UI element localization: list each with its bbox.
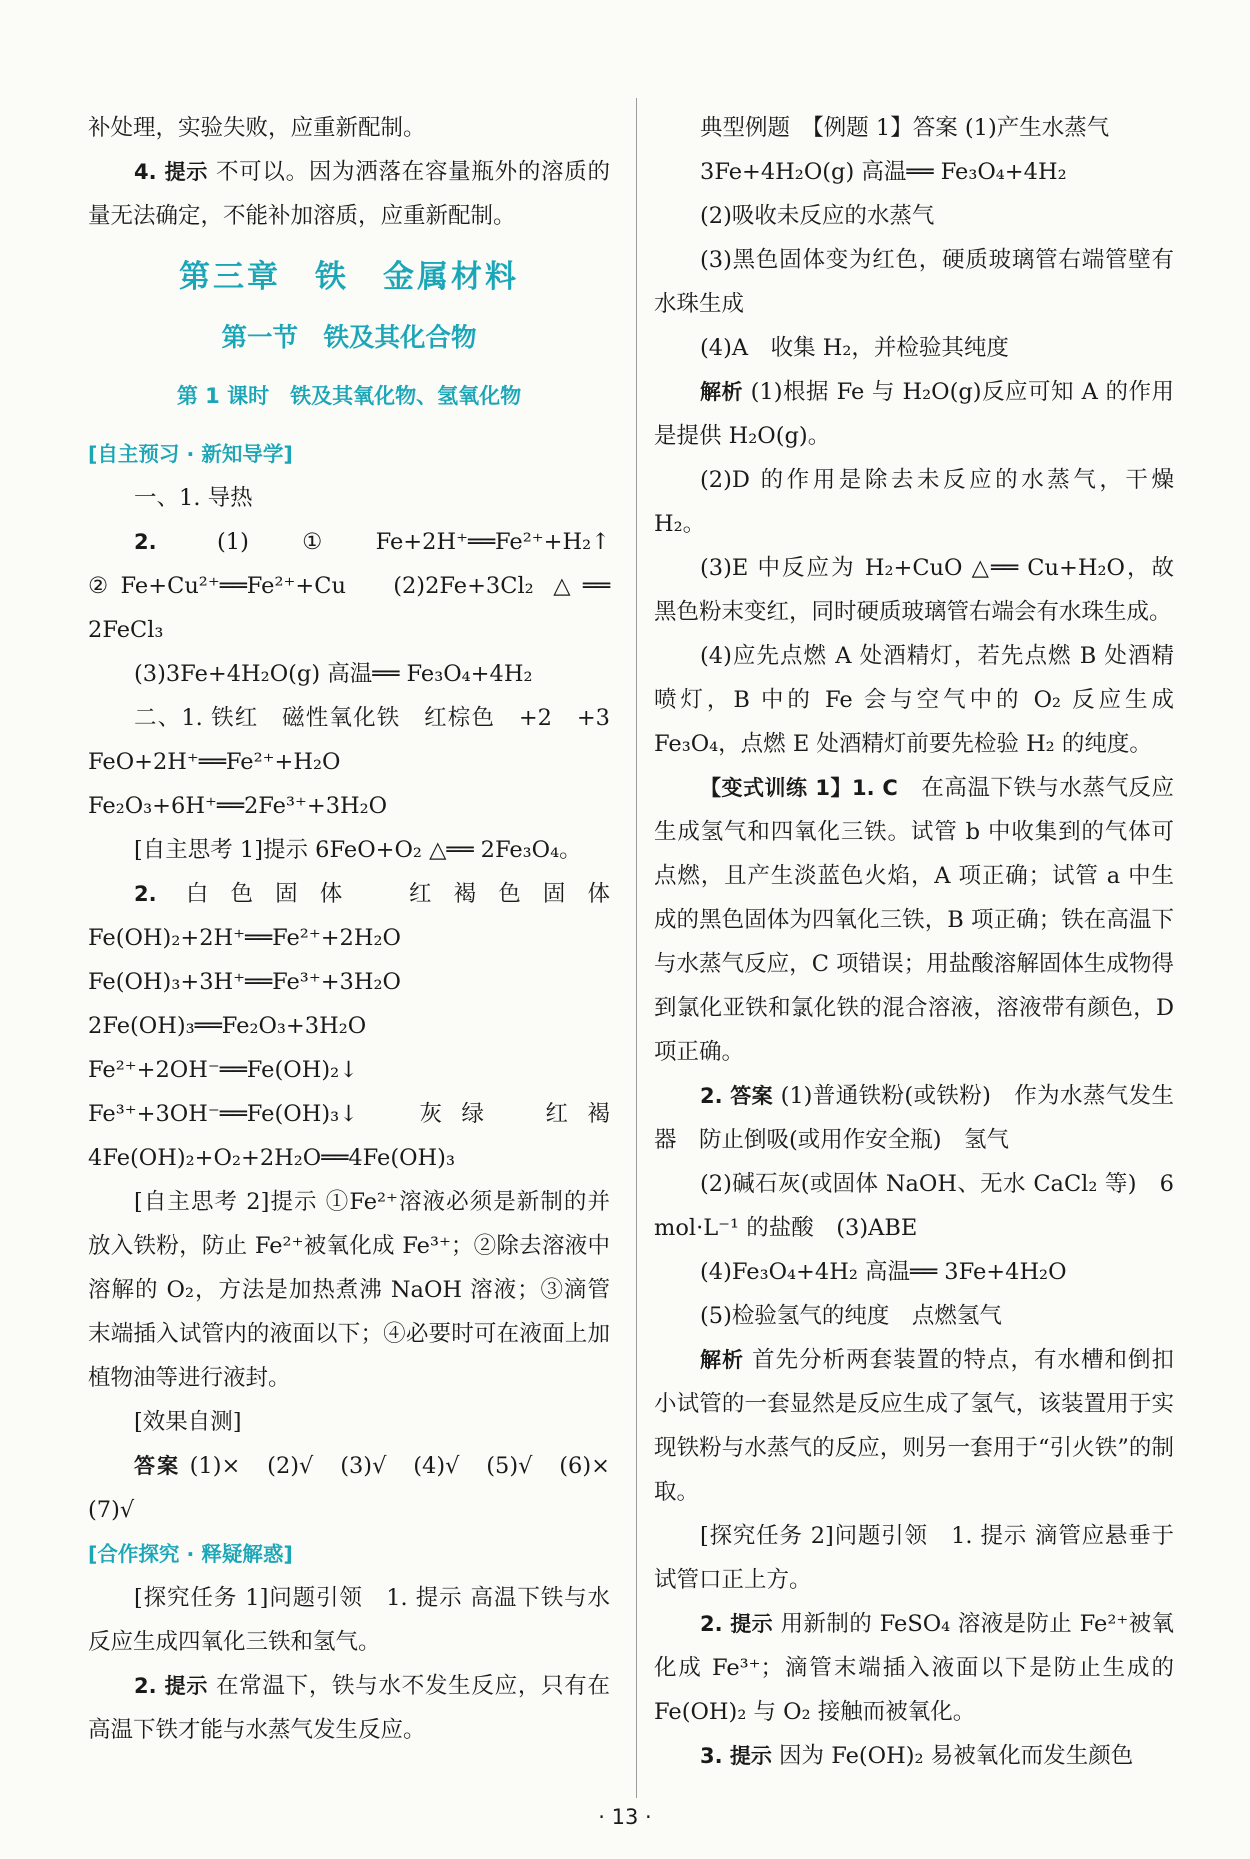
left-paragraph bbox=[88, 255, 610, 299]
column-divider bbox=[636, 98, 637, 1798]
paragraph-text: (4)Fe₃O₄+4H₂ 高温══ 3Fe+4H₂O bbox=[700, 1259, 1067, 1285]
paragraph-label: 2. bbox=[134, 530, 157, 554]
right-paragraph bbox=[654, 326, 1174, 370]
paragraph-text: 不可以。因为洒落在容量瓶外的溶质的量无法确定，不能补加溶质，应重新配制。 bbox=[88, 159, 611, 229]
paragraph-label: 4. 提示 bbox=[134, 160, 209, 184]
paragraph-label: 2. 答案 bbox=[700, 1084, 774, 1108]
left-paragraph bbox=[88, 432, 610, 476]
left-paragraph bbox=[88, 872, 633, 1180]
right-paragraph bbox=[654, 634, 1174, 766]
paragraph-label: 2. bbox=[134, 882, 157, 906]
right-paragraph bbox=[654, 766, 1174, 1074]
right-paragraph bbox=[654, 546, 1174, 634]
paragraph-text: [效果自测] bbox=[134, 1409, 242, 1435]
paragraph-text: 第 1 课时 铁及其氧化物、氢氧化物 bbox=[176, 384, 522, 408]
right-paragraph bbox=[654, 194, 1174, 238]
right-paragraph bbox=[654, 1734, 1174, 1778]
right-column bbox=[654, 106, 1174, 1778]
paragraph-text: (4)A 收集 H₂，并检验其纯度 bbox=[700, 335, 1009, 361]
paragraph-text: (1)× (2)√ (3)√ (4)√ (5)√ (6)× (7)√ bbox=[88, 1453, 633, 1523]
paragraph-label: 2. 提示 bbox=[134, 1674, 209, 1698]
left-paragraph bbox=[88, 476, 610, 520]
paragraph-text: (5)检验氢气的纯度 点燃氢气 bbox=[700, 1303, 1002, 1329]
paragraph-text: [探究任务 1]问题引领 1. 提示 高温下铁与水反应生成四氧化三铁和氢气。 bbox=[88, 1585, 610, 1655]
paragraph-text: 典型例题 【例题 1】答案 (1)产生水蒸气 bbox=[700, 115, 1110, 141]
paragraph-text: [探究任务 2]问题引领 1. 提示 滴管应悬垂于试管口正上方。 bbox=[654, 1523, 1174, 1593]
paragraph-label: 【变式训练 1】1. C bbox=[700, 776, 898, 800]
paragraph-label: 解析 bbox=[700, 380, 743, 404]
paragraph-text: [自主思考 1]提示 6FeO+O₂ △══ 2Fe₃O₄。 bbox=[134, 837, 582, 863]
right-paragraph bbox=[654, 370, 1174, 458]
paragraph-text: [合作探究 · 释疑解惑] bbox=[88, 1542, 293, 1566]
right-paragraph bbox=[654, 238, 1174, 326]
paragraph-label: 答案 bbox=[134, 1454, 181, 1478]
paragraph-text: 用新制的 FeSO₄ 溶液是防止 Fe²⁺被氧化成 Fe³⁺；滴管末端插入液面以下是防止生成的 Fe(OH)₂ 与 O₂ 接触而被氧化。 bbox=[654, 1611, 1175, 1725]
paragraph-text: 白色固体 红褐色固体 Fe(OH)₂+2H⁺══Fe²⁺+2H₂O Fe(OH)₃+3H⁺══Fe³⁺+3H₂O 2Fe(OH)₃══Fe₂O₃+3H₂O Fe²⁺+2OH⁻══Fe(OH)₂↓ Fe³⁺+3OH⁻══Fe(OH)₃↓ 灰绿 红褐 4Fe(OH)₂+O₂+2H₂O══4Fe(OH)₃ bbox=[88, 881, 633, 1171]
left-paragraph bbox=[88, 374, 610, 418]
right-paragraph bbox=[654, 458, 1174, 546]
right-paragraph bbox=[654, 1162, 1174, 1250]
paragraph-label: 解析 bbox=[700, 1348, 744, 1372]
paragraph-text: (1)普通铁粉(或铁粉) 作为水蒸气发生器 防止倒吸(或用作安全瓶) 氢气 bbox=[654, 1083, 1174, 1153]
paragraph-text: (2)碱石灰(或固体 NaOH、无水 CaCl₂ 等) 6 mol·L⁻¹ 的盐酸 (3)ABE bbox=[654, 1171, 1174, 1241]
paragraph-text: 二、1. 铁红 磁性氧化铁 红棕色 +2 +3 FeO+2H⁺══Fe²⁺+H₂O Fe₂O₃+6H⁺══2Fe³⁺+3H₂O bbox=[88, 705, 633, 819]
paragraph-text: 补处理，实验失败，应重新配制。 bbox=[88, 115, 426, 141]
paragraph-text: 在高温下铁与水蒸气反应生成氢气和四氧化三铁。试管 b 中收集到的气体可点燃，且产生淡蓝色火焰，A 项正确；试管 a 中生成的黑色固体为四氧化三铁，B 项正确；铁在高温下与水蒸气反应，C 项错误；用盐酸溶解固体生成物得到氯化亚铁和氯化铁的混合溶液，溶液带有颜色，D 项正确。 bbox=[654, 775, 1174, 1065]
left-paragraph bbox=[88, 1664, 610, 1752]
left-paragraph bbox=[88, 150, 610, 238]
paragraph-text: 3Fe+4H₂O(g) 高温══ Fe₃O₄+4H₂ bbox=[700, 159, 1067, 185]
right-paragraph bbox=[654, 1294, 1174, 1338]
paragraph-text: (2)D 的作用是除去未反应的水蒸气，干燥 H₂。 bbox=[654, 467, 1174, 537]
right-paragraph bbox=[654, 106, 1174, 150]
paragraph-text: (4)应先点燃 A 处酒精灯，若先点燃 B 处酒精喷灯，B 中的 Fe 会与空气中的 O₂ 反应生成 Fe₃O₄，点燃 E 处酒精灯前要先检验 H₂ 的纯度。 bbox=[654, 643, 1174, 757]
left-paragraph bbox=[88, 828, 610, 872]
right-paragraph bbox=[654, 1074, 1174, 1162]
left-paragraph bbox=[88, 1532, 610, 1576]
right-paragraph bbox=[654, 150, 1174, 194]
left-paragraph bbox=[88, 1180, 610, 1400]
left-paragraph bbox=[88, 316, 610, 360]
paragraph-text: [自主预习 · 新知导学] bbox=[88, 442, 293, 466]
left-paragraph bbox=[88, 1444, 633, 1532]
left-paragraph bbox=[88, 652, 610, 696]
paragraph-text: [自主思考 2]提示 ①Fe²⁺溶液必须是新制的并放入铁粉，防止 Fe²⁺被氧化成 Fe³⁺；②除去溶液中溶解的 O₂，方法是加热煮沸 NaOH 溶液；③滴管末端插入试管内的液面以下；④必要时可在液面上加植物油等进行液封。 bbox=[88, 1189, 610, 1391]
paragraph-text: (3)黑色固体变为红色，硬质玻璃管右端管壁有水珠生成 bbox=[654, 247, 1174, 317]
paragraph-text: (3)3Fe+4H₂O(g) 高温══ Fe₃O₄+4H₂ bbox=[134, 661, 533, 687]
left-paragraph bbox=[88, 1576, 610, 1664]
left-paragraph bbox=[88, 696, 633, 828]
paragraph-text: 在常温下，铁与水不发生反应，只有在高温下铁才能与水蒸气发生反应。 bbox=[88, 1673, 611, 1743]
paragraph-text: 第一节 铁及其化合物 bbox=[221, 323, 477, 353]
right-paragraph bbox=[654, 1250, 1174, 1294]
paragraph-label: 2. 提示 bbox=[700, 1612, 774, 1636]
paragraph-text: (3)E 中反应为 H₂+CuO △══ Cu+H₂O，故黑色粉末变红，同时硬质玻璃管右端会有水珠生成。 bbox=[654, 555, 1174, 625]
left-paragraph bbox=[88, 106, 610, 150]
paragraph-text: 一、1. 导热 bbox=[134, 485, 253, 511]
paragraph-text: (1)①Fe+2H⁺══Fe²⁺+H₂↑ ②Fe+Cu²⁺══Fe²⁺+Cu (2)2Fe+3Cl₂ △══ 2FeCl₃ bbox=[88, 529, 633, 643]
paragraph-text: (2)吸收未反应的水蒸气 bbox=[700, 203, 935, 229]
paragraph-text: (1)根据 Fe 与 H₂O(g)反应可知 A 的作用是提供 H₂O(g)。 bbox=[654, 379, 1175, 449]
page-number: · 13 · bbox=[598, 1805, 652, 1829]
left-paragraph bbox=[88, 520, 633, 652]
paragraph-text: 第三章 铁 金属材料 bbox=[179, 259, 519, 295]
paragraph-label: 3. 提示 bbox=[700, 1744, 772, 1768]
right-paragraph bbox=[654, 1338, 1174, 1514]
left-column bbox=[88, 106, 633, 1752]
left-paragraph bbox=[88, 1400, 610, 1444]
right-paragraph bbox=[654, 1602, 1174, 1734]
right-paragraph bbox=[654, 1514, 1174, 1602]
paragraph-text: 因为 Fe(OH)₂ 易被氧化而发生颜色 bbox=[771, 1743, 1134, 1769]
paragraph-text: 首先分析两套装置的特点，有水槽和倒扣小试管的一套显然是反应生成了氢气，该装置用于实现铁粉与水蒸气的反应，则另一套用于“引火铁”的制取。 bbox=[654, 1347, 1174, 1505]
